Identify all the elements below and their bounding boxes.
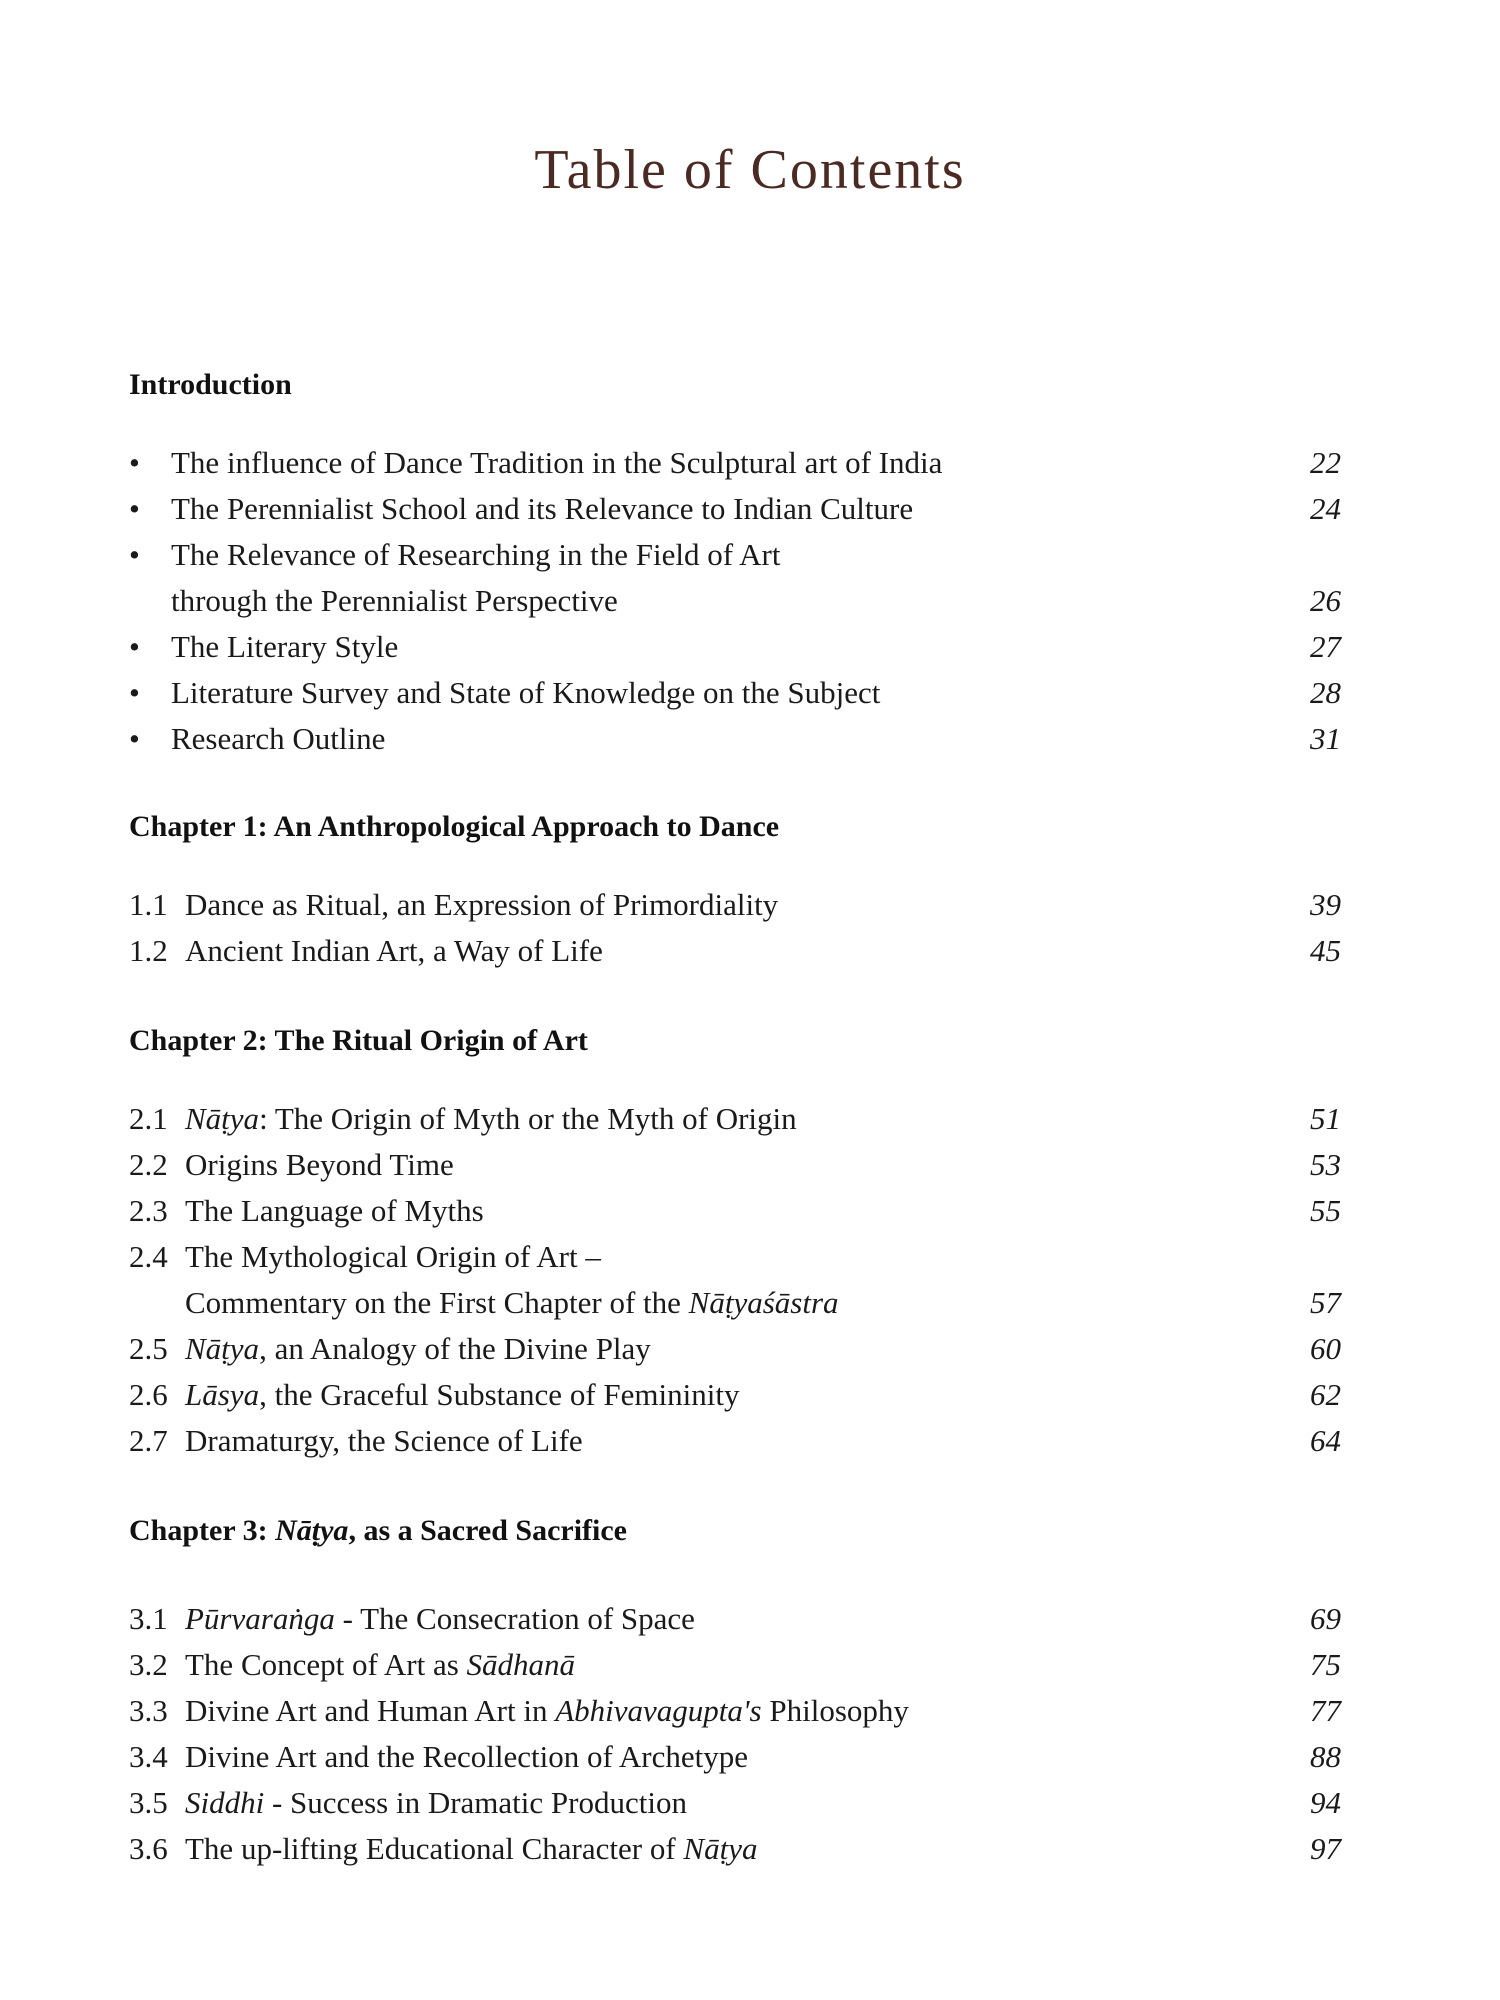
bullet: • — [129, 491, 140, 526]
entry-text-rest: , the Graceful Substance of Femininity — [259, 1377, 740, 1412]
entry-text-rest: , an Analogy of the Divine Play — [259, 1331, 651, 1366]
entry-text: Research Outline — [171, 721, 386, 756]
toc-entry — [129, 1826, 1341, 1872]
toc-entry — [129, 1096, 1341, 1142]
entry-text: The influence of Dance Tradition in the Sculptural art of India — [171, 445, 943, 480]
entry-text: Origins Beyond Time — [185, 1147, 454, 1182]
toc-entry — [129, 1142, 1341, 1188]
toc-entry-continuation — [129, 578, 1341, 624]
entry-number: 1.2 — [129, 933, 168, 968]
page-number: 27 — [1310, 629, 1341, 664]
entry-text: The Mythological Origin of Art – — [185, 1239, 601, 1274]
entry-text — [185, 1642, 575, 1688]
entry-number: 2.6 — [129, 1377, 168, 1412]
page-number: 94 — [1310, 1785, 1341, 1820]
entry-text-italic: Siddhi — [185, 1785, 265, 1820]
entry-text-rest: - The Consecration of Space — [334, 1601, 695, 1636]
entry-number: 3.6 — [129, 1831, 168, 1866]
toc-entry — [129, 440, 1341, 486]
page-number: 64 — [1310, 1423, 1341, 1458]
toc-entry — [129, 882, 1341, 928]
entry-number: 3.4 — [129, 1739, 168, 1774]
page-number: 62 — [1310, 1377, 1341, 1412]
entry-text-italic: Sādhanā — [466, 1647, 576, 1682]
entry-text-italic: Nāṭya — [683, 1831, 758, 1866]
bullet: • — [129, 537, 140, 572]
bullet: • — [129, 445, 140, 480]
entry-text-main: The Concept of Art as — [185, 1647, 467, 1682]
page-number: 51 — [1310, 1101, 1341, 1136]
entry-text: The Language of Myths — [185, 1193, 484, 1228]
toc-entry — [129, 1188, 1341, 1234]
page-number: 69 — [1310, 1601, 1341, 1636]
entry-text: Ancient Indian Art, a Way of Life — [185, 933, 603, 968]
page-number: 55 — [1310, 1193, 1341, 1228]
section-heading-introduction: Introduction — [129, 368, 292, 401]
toc-entry — [129, 1688, 1341, 1734]
toc-entry — [129, 1596, 1341, 1642]
entry-text — [185, 1096, 797, 1142]
toc-entry — [129, 1326, 1341, 1372]
entry-text-rest: Philosophy — [761, 1693, 909, 1728]
toc-entry-continuation — [129, 1280, 1341, 1326]
toc-entry — [129, 1372, 1341, 1418]
page-number: 75 — [1310, 1647, 1341, 1682]
continuation-text-italic: Nāṭyaśāstra — [688, 1285, 839, 1320]
entry-number: 3.5 — [129, 1785, 168, 1820]
entry-text: The Relevance of Researching in the Field of Art — [171, 537, 781, 572]
page-number: 97 — [1310, 1831, 1341, 1866]
toc-entry — [129, 716, 1341, 762]
entry-text: The Literary Style — [171, 629, 399, 664]
entry-number: 2.5 — [129, 1331, 168, 1366]
entry-text-main: The up-lifting Educational Character of — [185, 1831, 684, 1866]
page-number: 31 — [1310, 721, 1341, 756]
entry-text-rest: - Success in Dramatic Production — [264, 1785, 687, 1820]
page-title: Table of Contents — [534, 139, 966, 201]
entry-text-continuation — [185, 1280, 839, 1326]
section-heading-chapter-1: Chapter 1: An Anthropological Approach to Dance — [129, 810, 780, 843]
heading-text-rest: , as a Sacred Sacrifice — [348, 1514, 627, 1547]
entry-number: 2.2 — [129, 1147, 168, 1182]
page-number: 57 — [1310, 1285, 1341, 1320]
entry-text — [185, 1780, 687, 1826]
toc-entry — [129, 1642, 1341, 1688]
entry-text-italic: Nāṭya — [185, 1331, 260, 1366]
heading-text: Chapter 3: — [129, 1514, 276, 1547]
toc-entry — [129, 532, 1341, 578]
entry-text — [185, 1372, 739, 1418]
entry-number: 2.3 — [129, 1193, 168, 1228]
continuation-text: Commentary on the First Chapter of the — [185, 1285, 689, 1320]
toc-entry — [129, 1780, 1341, 1826]
entry-text — [185, 1596, 695, 1642]
entry-number: 1.1 — [129, 887, 168, 922]
entry-text-italic: Nāṭya — [185, 1101, 260, 1136]
entry-text — [185, 1326, 651, 1372]
bullet: • — [129, 721, 140, 756]
heading-text-italic: Nāṭya — [275, 1514, 349, 1547]
entry-number: 2.7 — [129, 1423, 168, 1458]
entry-text-italic: Abhivavagupta's — [555, 1693, 762, 1728]
page-number: 88 — [1310, 1739, 1341, 1774]
bullet: • — [129, 629, 140, 664]
entry-text-italic: Lāsya — [185, 1377, 260, 1412]
entry-text: Literature Survey and State of Knowledge on the Subject — [171, 675, 881, 710]
entry-text-main: Divine Art and Human Art in — [185, 1693, 556, 1728]
page-number: 39 — [1310, 887, 1341, 922]
entry-text-italic: Pūrvaraṅga — [185, 1601, 335, 1636]
page-number: 26 — [1310, 583, 1341, 618]
toc-entry — [129, 486, 1341, 532]
page-number: 28 — [1310, 675, 1341, 710]
page-number: 60 — [1310, 1331, 1341, 1366]
section-heading-chapter-2: Chapter 2: The Ritual Origin of Art — [129, 1024, 588, 1057]
page-number: 45 — [1310, 933, 1341, 968]
entry-text-rest: : The Origin of Myth or the Myth of Origin — [259, 1101, 797, 1136]
page-number: 24 — [1310, 491, 1341, 526]
toc-entry — [129, 1734, 1341, 1780]
entry-text: Dance as Ritual, an Expression of Primordiality — [185, 887, 779, 922]
entry-number: 2.4 — [129, 1239, 168, 1274]
entry-text-continuation: through the Perennialist Perspective — [171, 583, 618, 618]
toc-entry — [129, 1418, 1341, 1464]
toc-entry — [129, 624, 1341, 670]
entry-number: 3.2 — [129, 1647, 168, 1682]
entry-text: The Perennialist School and its Relevance to Indian Culture — [171, 491, 914, 526]
toc-entry — [129, 928, 1341, 974]
toc-entry — [129, 1234, 1341, 1280]
entry-text — [185, 1688, 909, 1734]
page-number: 22 — [1310, 445, 1341, 480]
entry-number: 2.1 — [129, 1101, 168, 1136]
section-heading-chapter-3 — [129, 1514, 627, 1548]
entry-number: 3.1 — [129, 1601, 168, 1636]
page-number: 53 — [1310, 1147, 1341, 1182]
entry-text — [185, 1826, 757, 1872]
page-number: 77 — [1310, 1693, 1341, 1728]
entry-text: Divine Art and the Recollection of Archetype — [185, 1739, 748, 1774]
entry-text: Dramaturgy, the Science of Life — [185, 1423, 583, 1458]
entry-number: 3.3 — [129, 1693, 168, 1728]
bullet: • — [129, 675, 140, 710]
toc-entry — [129, 670, 1341, 716]
